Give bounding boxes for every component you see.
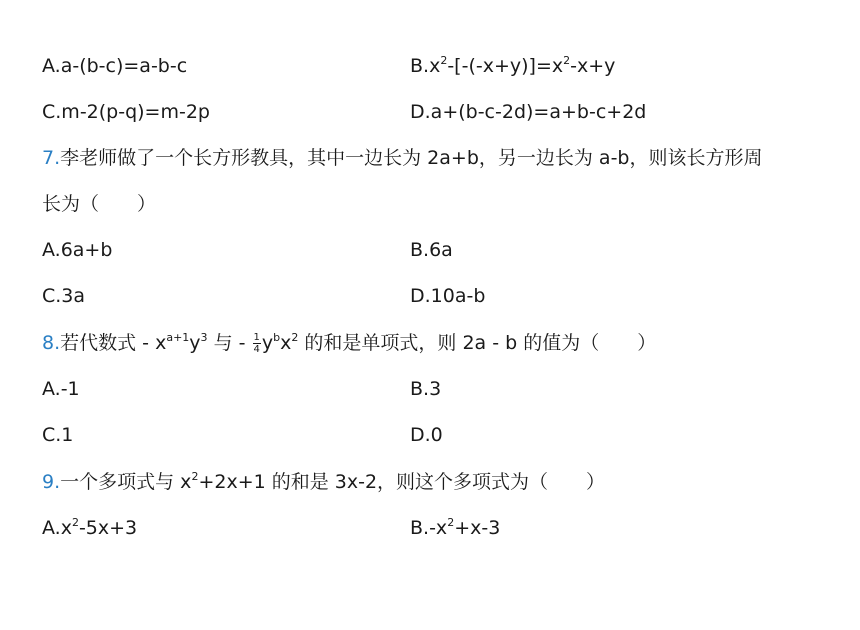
q8-fraction-denominator: 4: [253, 344, 260, 355]
q9-b-part2: +x-3: [454, 517, 501, 539]
q7-option-b: B.6a: [410, 239, 453, 261]
q9-option-b: [410, 516, 500, 540]
q6-option-c: [42, 100, 210, 124]
q9-text1: 一个多项式与 x: [60, 471, 192, 493]
q6-option-a-text: A.a-(b-c)=a-b-c: [42, 55, 188, 77]
q8-text6: 的和是单项式，则 2a - b 的值为（ ）: [298, 332, 657, 354]
q7-option-d: D.10a-b: [410, 285, 486, 307]
q7-number: 7.: [42, 147, 61, 169]
q9-b-exp1: 2: [447, 515, 455, 529]
q6-b-part2: -[-(-x+y)]=x: [447, 55, 564, 77]
q7-stem-line2: [42, 192, 156, 216]
q9-number: 9.: [42, 471, 61, 493]
q9-exp1: 2: [191, 469, 199, 483]
q8-text1: 若代数式 - x: [60, 332, 167, 354]
q8-stem: [42, 331, 656, 355]
q9-a-exp1: 2: [71, 515, 79, 529]
q6-b-part1: B.x: [410, 55, 441, 77]
q6-option-d-text: D.a+(b-c-2d)=a+b-c+2d: [410, 101, 647, 123]
q8-option-a: A.-1: [42, 378, 80, 400]
q7-text1: 李老师做了一个长方形教具，其中一边长为 2a+b，另一边长为 a-b，则该长方形周: [60, 147, 763, 169]
q6-b-exp1: 2: [440, 53, 448, 67]
q7-text2: 长为（ ）: [42, 193, 157, 215]
q8-text2: y: [189, 332, 201, 354]
q6-b-part3: -x+y: [570, 55, 616, 77]
q6-option-b: [410, 54, 615, 78]
q8-option-b: B.3: [410, 378, 442, 400]
q9-a-part2: -5x+3: [78, 517, 138, 539]
q8-exp4: 2: [291, 330, 299, 344]
q7-option-c: C.3a: [42, 285, 86, 307]
q8-text4: y: [261, 332, 274, 354]
q6-b-exp2: 2: [563, 53, 571, 67]
q9-b-part1: B.-x: [410, 517, 448, 539]
q8-fraction: [253, 332, 261, 355]
q8-fraction-numerator: 1: [253, 332, 260, 343]
q7-option-a: A.6a+b: [42, 239, 113, 261]
q8-option-d: D.0: [410, 424, 443, 446]
q6-option-c-text: C.m-2(p-q)=m-2p: [42, 101, 210, 123]
q6-option-a: [42, 54, 187, 78]
q9-stem: [42, 470, 605, 494]
q8-option-c: C.1: [42, 424, 74, 446]
q8-text3: 与 -: [207, 332, 252, 354]
q8-exp1: a+1: [166, 330, 190, 344]
q9-text2: +2x+1 的和是 3x-2，则这个多项式为（ ）: [198, 471, 606, 493]
q6-option-d: [410, 100, 646, 124]
q8-text5: x: [280, 332, 292, 354]
q7-stem-line1: [42, 146, 763, 170]
q8-exp3: b: [273, 330, 281, 344]
q9-option-a: [42, 516, 137, 540]
q9-a-part1: A.x: [42, 517, 72, 539]
q8-number: 8.: [42, 332, 61, 354]
q8-exp2: 3: [200, 330, 208, 344]
